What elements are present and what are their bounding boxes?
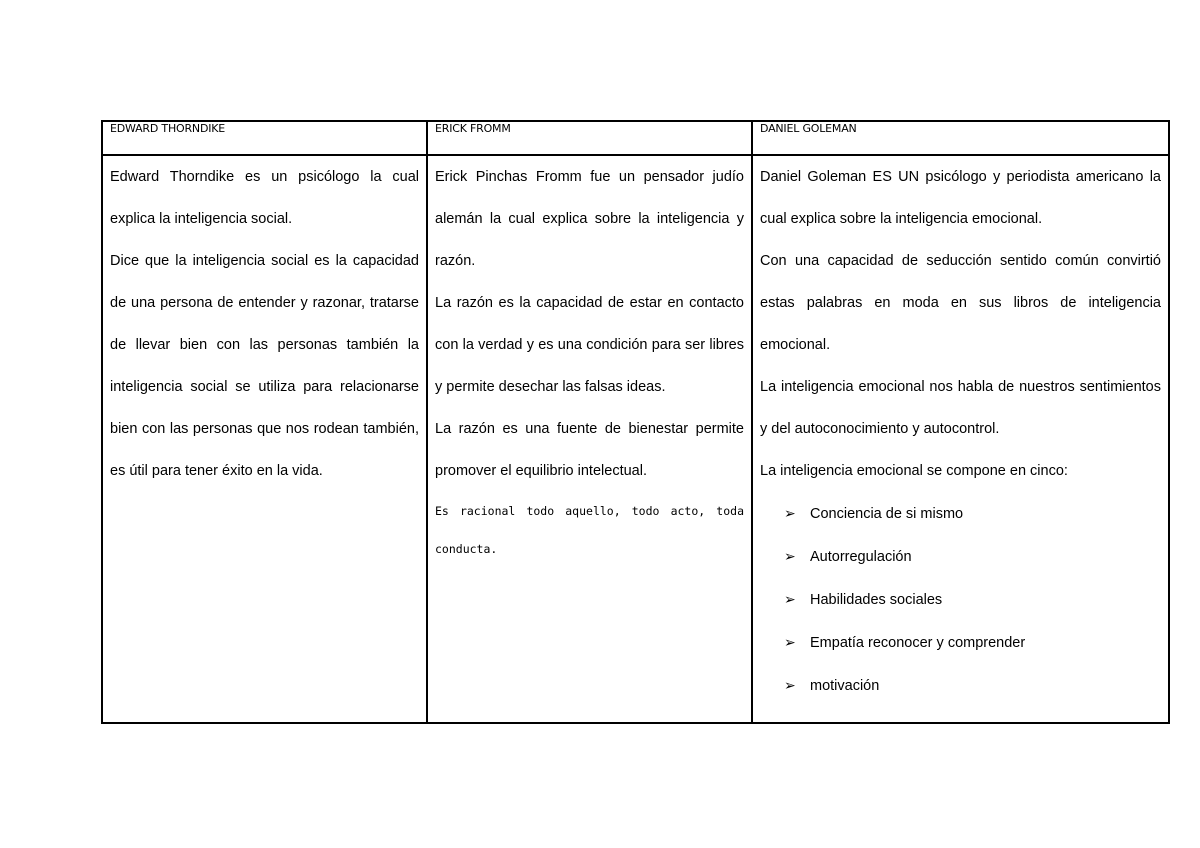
- goleman-bullet-list: [760, 492, 1161, 707]
- arrowhead-bullet-icon: ➢: [784, 505, 796, 521]
- list-item-label: Empatía reconocer y comprender: [810, 635, 1026, 651]
- list-item: [784, 664, 1161, 707]
- list-item-label: motivación: [810, 678, 880, 694]
- arrowhead-bullet-icon: ➢: [784, 548, 796, 564]
- fromm-paragraph: La razón es una fuente de bienestar permite promover el equilibrio intelectual.: [435, 421, 744, 479]
- list-item-label: Autorregulación: [810, 549, 912, 565]
- list-item: [784, 621, 1161, 664]
- header-goleman: DANIEL GOLEMAN: [752, 121, 1169, 155]
- list-item-label: Conciencia de si mismo: [810, 506, 964, 522]
- cell-fromm: [427, 155, 752, 723]
- cell-thorndike: [102, 155, 427, 723]
- list-item: [784, 492, 1161, 535]
- list-item: [784, 535, 1161, 578]
- header-fromm: ERICK FROMM: [427, 121, 752, 155]
- list-item-label: Habilidades sociales: [810, 592, 943, 608]
- thorndike-paragraph: Edward Thorndike es un psicólogo la cual explica la inteligencia social.: [110, 169, 419, 227]
- fromm-paragraph: La razón es la capacidad de estar en contacto con la verdad y es una condición para ser libres y permite desechar las falsas ideas.: [435, 295, 744, 395]
- thorndike-paragraph: Dice que la inteligencia social es la capacidad de una persona de entender y razonar, tratarse de llevar bien con las personas también la inteligencia social se utiliza para relacionarse bien con las personas que nos rodean también, es útil para tener éxito en la vida.: [110, 253, 419, 479]
- fromm-paragraph: Erick Pinchas Fromm fue un pensador judío alemán la cual explica sobre la inteligencia y razón.: [435, 169, 744, 269]
- arrowhead-bullet-icon: ➢: [784, 634, 796, 650]
- goleman-paragraph: La inteligencia emocional se compone en cinco:: [760, 463, 1068, 479]
- goleman-paragraph: La inteligencia emocional nos habla de nuestros sentimientos y del autoconocimiento y autocontrol.: [760, 379, 1161, 437]
- header-thorndike: EDWARD THORNDIKE: [102, 121, 427, 155]
- arrowhead-bullet-icon: ➢: [784, 677, 796, 693]
- list-item: [784, 578, 1161, 621]
- arrowhead-bullet-icon: ➢: [784, 591, 796, 607]
- goleman-paragraph: Daniel Goleman ES UN psicólogo y periodista americano la cual explica sobre la inteligencia emocional.: [760, 169, 1161, 227]
- cell-goleman: [752, 155, 1169, 723]
- header-row: [102, 121, 1169, 155]
- comparison-table: [101, 120, 1170, 724]
- goleman-paragraph: Con una capacidad de seducción sentido común convirtió estas palabras en moda en sus libros de inteligencia emocional.: [760, 253, 1161, 353]
- content-row: [102, 155, 1169, 723]
- fromm-small-paragraph: Es racional todo aquello, todo acto, toda conducta.: [435, 504, 744, 556]
